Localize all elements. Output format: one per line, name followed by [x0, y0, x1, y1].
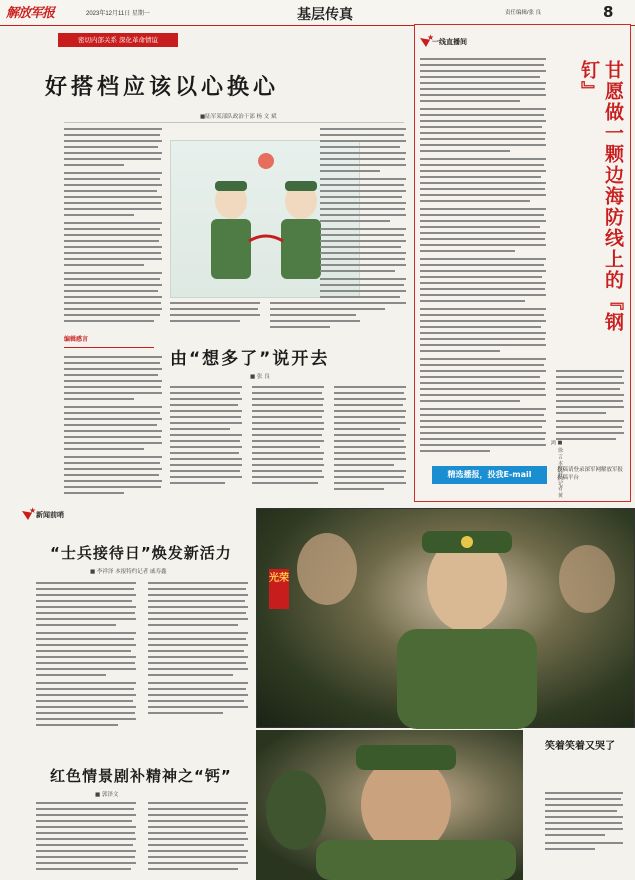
live-headline[interactable]: 甘愿做一颗边海防线上的『钢钉』 [578, 60, 624, 333]
smiling-soldier-icon [257, 509, 635, 729]
rule [64, 122, 404, 123]
lead-byline: ■陆军某部队政治干部 杨 文 斌 [200, 114, 277, 120]
second-body [170, 384, 410, 504]
lead-body-column-1 [64, 126, 164, 326]
live-body-right [556, 368, 626, 458]
live-section-label: 一线直播间 [432, 38, 467, 46]
email-banner[interactable]: 精选播报，投我E-mail [432, 466, 547, 484]
live-body [420, 56, 548, 456]
editor-credit: 责任编辑/张 良 [505, 10, 542, 16]
second-byline: ■ 张 良 [250, 374, 270, 380]
text-lines-icon [64, 126, 164, 326]
veterans-photo [256, 508, 635, 728]
submission-note: 投稿请登录深军网解放军报投稿平台 [557, 467, 624, 481]
memo-body-column [64, 330, 164, 506]
crying-soldier-icon [256, 730, 523, 880]
second-news-byline: ■ 郭泽文 [95, 792, 119, 798]
text-lines-icon [170, 384, 410, 504]
text-lines-icon [64, 354, 164, 504]
text-lines-icon [556, 368, 626, 458]
section-title: 基层传真 [297, 7, 353, 23]
embrace-photo [256, 730, 523, 880]
second-news-headline[interactable]: 红色情景剧补精神之“钙” [50, 767, 232, 785]
second-headline[interactable]: 由“想多了”说开去 [170, 349, 330, 369]
text-lines-icon [320, 126, 408, 326]
newspaper-logo: 解放军报 [6, 6, 55, 21]
news-byline: ■ 李祥泽 本报特约记者 戚寿鑫 [90, 569, 167, 575]
text-lines-icon [36, 580, 252, 750]
photo-sidebar-title[interactable]: 笑着笑着又哭了 [545, 741, 615, 752]
masthead [0, 0, 635, 26]
photo-sidebar-caption [545, 790, 625, 860]
text-lines-icon [545, 790, 625, 860]
memo-label: 编辑感言 [64, 334, 154, 348]
red-flag-icon [22, 509, 36, 520]
live-byline: ■ 徐 言 本报特约记者 黄 鸿 [550, 440, 563, 498]
page-number: 8 [603, 3, 614, 21]
honor-sash: 光荣 [269, 569, 289, 609]
text-lines-icon [420, 56, 548, 456]
news-section-label: 新闻前哨 [36, 511, 64, 519]
news-headline[interactable]: “士兵接待日”焕发新活力 [50, 544, 232, 562]
second-news-body [36, 800, 252, 880]
lead-headline[interactable]: 好搭档应该以心换心 [45, 75, 280, 100]
text-lines-icon [36, 800, 252, 880]
lead-body-column-4 [320, 126, 408, 326]
news-body [36, 580, 252, 750]
issue-date: 2023年12月11日 星期一 [86, 11, 150, 17]
lead-kicker: 密切内部关系 深化革命情谊 [58, 33, 178, 47]
